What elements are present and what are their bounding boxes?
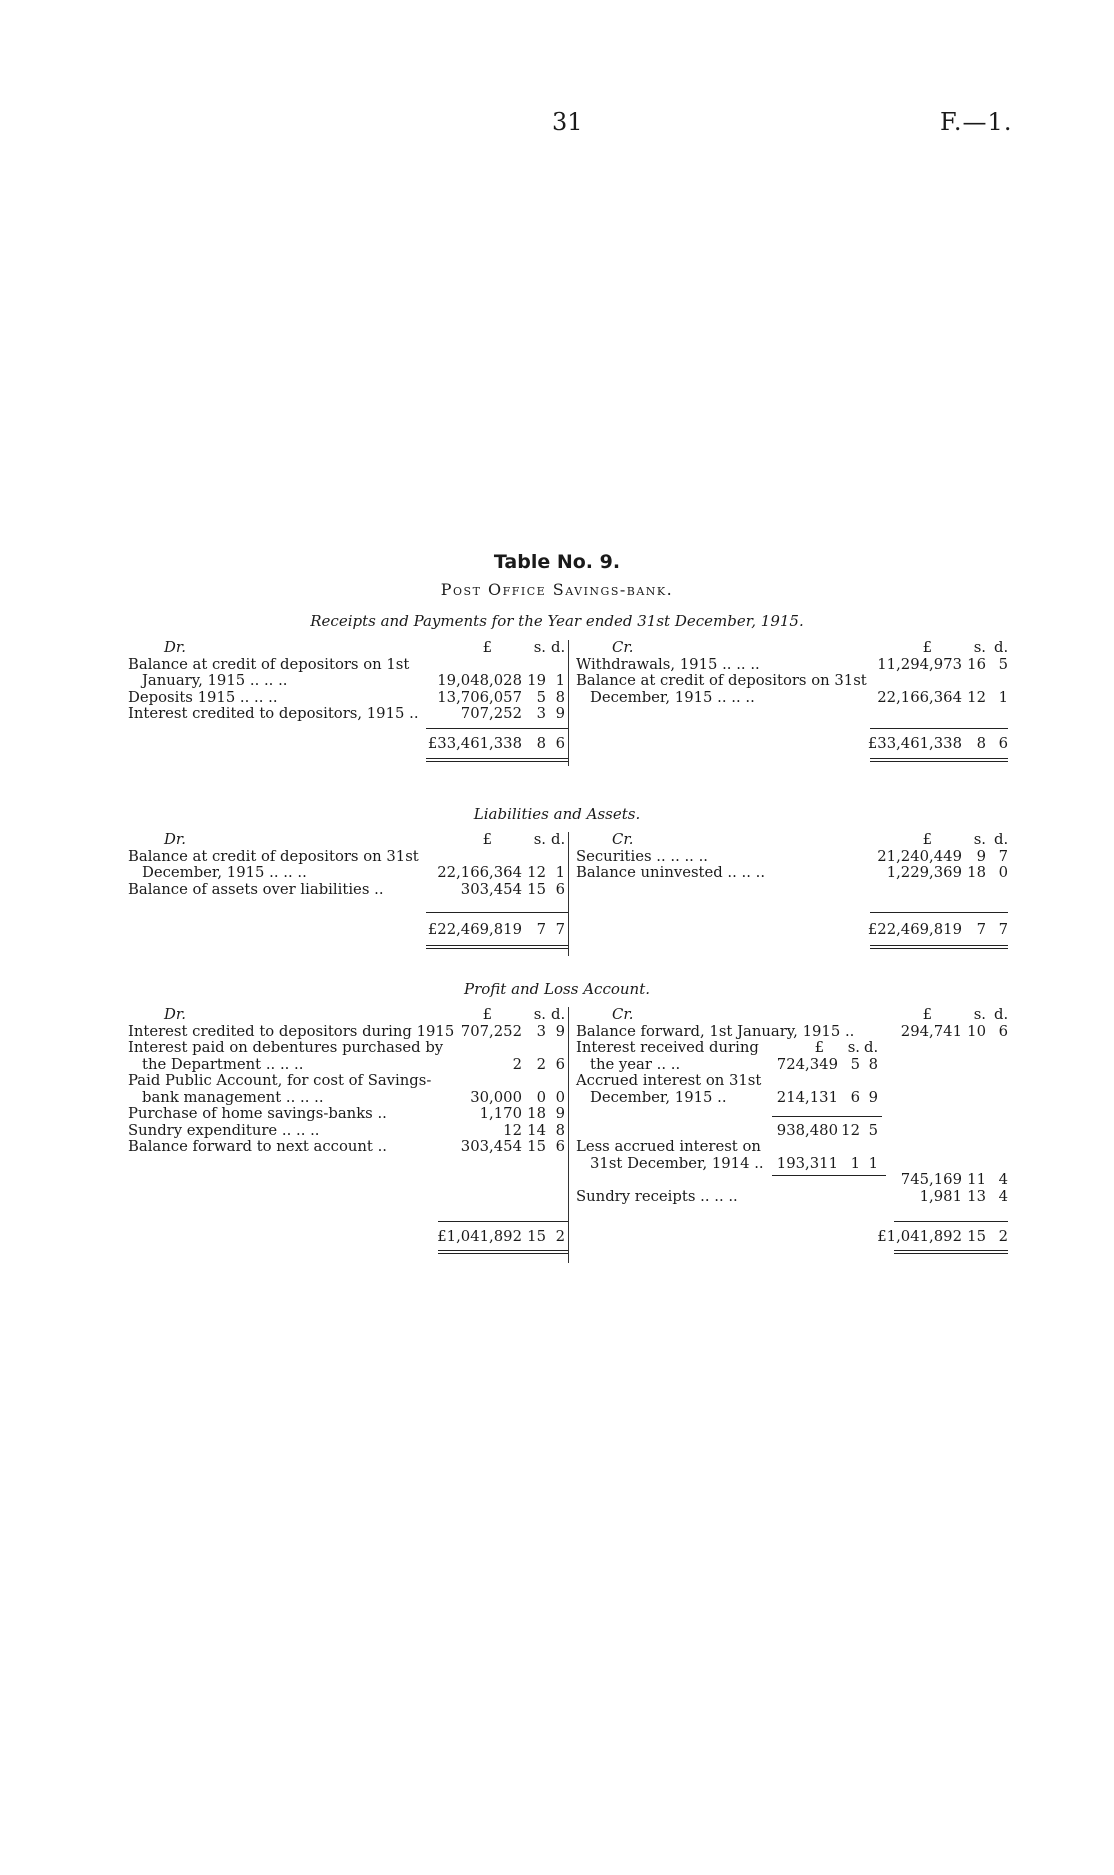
sub-pence-value: 1 bbox=[868, 1154, 878, 1172]
credit-total-shillings: 7 bbox=[976, 921, 986, 938]
credit-label: Cr. bbox=[612, 1006, 634, 1023]
shillings-value: 15 bbox=[527, 880, 546, 898]
debit-total-pounds: £1,041,892 bbox=[437, 1228, 522, 1245]
table-row bbox=[576, 849, 1008, 866]
row-label: the year .. .. bbox=[590, 1055, 681, 1073]
pence-header: d. bbox=[994, 1006, 1009, 1023]
shillings-header: s. bbox=[533, 1006, 546, 1023]
pounds-value: 13,706,057 bbox=[437, 688, 522, 706]
pence-value: 6 bbox=[555, 880, 565, 898]
shillings-header: s. bbox=[533, 831, 546, 848]
liabilities-heading: Liabilities and Assets. bbox=[473, 805, 641, 823]
table-row bbox=[576, 865, 1008, 882]
sub-shillings-value: 1 bbox=[850, 1154, 860, 1172]
sub-pounds-value: 193,311 bbox=[776, 1154, 838, 1172]
profit-loss-heading: Profit and Loss Account. bbox=[463, 980, 650, 998]
row-label: Balance uninvested .. .. .. bbox=[576, 864, 766, 881]
receipts-heading: Receipts and Payments for the Year ended 31st December, 1915. bbox=[310, 612, 804, 630]
sub-shillings-header: s. bbox=[847, 1039, 860, 1056]
table-row bbox=[128, 1073, 568, 1090]
sub-pounds-value: 724,349 bbox=[776, 1055, 838, 1073]
total-rule bbox=[870, 912, 1008, 913]
debit-total-pence: 6 bbox=[555, 735, 565, 752]
pounds-value: 1,229,369 bbox=[886, 864, 962, 881]
table-row bbox=[128, 1139, 568, 1156]
double-rule bbox=[870, 945, 1008, 949]
profit-loss-credit-side bbox=[576, 1006, 1009, 1245]
pounds-value: 2 bbox=[512, 1055, 522, 1073]
debit-header-row bbox=[128, 1007, 568, 1024]
sub-shillings-value: 5 bbox=[850, 1055, 860, 1073]
debit-label: Dr. bbox=[164, 639, 187, 656]
table-row bbox=[128, 1040, 568, 1057]
debit-total-shillings: 15 bbox=[527, 1228, 546, 1245]
row-label: Interest received during bbox=[576, 1039, 759, 1056]
table-row bbox=[576, 1106, 1008, 1123]
row-label: Balance at credit of depositors on 31st bbox=[576, 672, 867, 689]
pounds-value: 12 bbox=[503, 1121, 522, 1139]
pounds-header: £ bbox=[922, 639, 932, 656]
debit-total-pence: 7 bbox=[555, 921, 565, 938]
total-rule bbox=[426, 728, 568, 729]
shillings-value: 18 bbox=[967, 864, 986, 881]
credit-total-shillings: 15 bbox=[967, 1228, 986, 1245]
pence-value: 6 bbox=[555, 1055, 565, 1073]
pence-value: 6 bbox=[555, 1138, 565, 1155]
receipts-account bbox=[128, 640, 1008, 770]
credit-total-pounds: £22,469,819 bbox=[867, 921, 962, 938]
row-label: Balance at credit of depositors on 31st bbox=[128, 847, 419, 865]
shillings-value: 12 bbox=[527, 864, 546, 881]
shillings-value: 15 bbox=[527, 1138, 546, 1155]
pence-value: 0 bbox=[555, 1088, 565, 1106]
debit-total-shillings: 8 bbox=[536, 735, 546, 752]
pence-header: d. bbox=[994, 639, 1009, 656]
column-divider bbox=[568, 832, 569, 956]
credit-total-pounds: £1,041,892 bbox=[877, 1228, 962, 1245]
shillings-value: 2 bbox=[536, 1055, 546, 1073]
shillings-header: s. bbox=[533, 639, 546, 656]
pence-value: 5 bbox=[998, 655, 1008, 673]
pounds-header: £ bbox=[482, 639, 492, 656]
shillings-value: 3 bbox=[536, 1022, 546, 1040]
pence-value: 8 bbox=[555, 688, 565, 706]
table-row bbox=[576, 690, 1008, 707]
double-rule bbox=[870, 758, 1008, 762]
table-title: Table No. 9. bbox=[493, 551, 621, 573]
table-row bbox=[576, 1040, 1008, 1057]
table-row bbox=[128, 1123, 568, 1140]
sub-pence-value: 8 bbox=[868, 1055, 878, 1073]
debit-total-pounds: £22,469,819 bbox=[427, 921, 522, 938]
shillings-value: 16 bbox=[967, 655, 986, 673]
sub-pounds-header: £ bbox=[814, 1039, 824, 1056]
pounds-value: 11,294,973 bbox=[877, 655, 962, 673]
sub-pounds-value: 938,480 bbox=[776, 1121, 838, 1139]
table-row bbox=[128, 657, 568, 674]
table-row bbox=[576, 1189, 1008, 1206]
sub-shillings-value: 6 bbox=[850, 1088, 860, 1106]
debit-label: Dr. bbox=[164, 1006, 187, 1023]
debit-header-row bbox=[128, 640, 568, 657]
total-rule bbox=[894, 1221, 1008, 1222]
shillings-value: 14 bbox=[527, 1121, 546, 1139]
subtotal-rule bbox=[772, 1116, 882, 1117]
double-rule bbox=[426, 758, 568, 762]
row-label: December, 1915 .. .. .. bbox=[590, 688, 755, 706]
pounds-value: 745,169 bbox=[900, 1171, 962, 1188]
pounds-value: 21,240,449 bbox=[877, 847, 962, 865]
table-row bbox=[576, 1172, 1008, 1189]
table-row bbox=[576, 1123, 1008, 1140]
liabilities-debit-side bbox=[128, 831, 568, 938]
debit-header-row bbox=[128, 832, 568, 849]
sub-pence-value: 9 bbox=[868, 1088, 878, 1106]
pence-value: 9 bbox=[555, 1105, 565, 1122]
shillings-value: 19 bbox=[527, 672, 546, 689]
pounds-value: 1,981 bbox=[919, 1187, 962, 1205]
shillings-value: 11 bbox=[967, 1171, 986, 1188]
pence-header: d. bbox=[994, 831, 1009, 848]
double-rule bbox=[438, 1250, 568, 1254]
receipts-debit-side bbox=[128, 639, 568, 752]
pence-value: 9 bbox=[555, 1022, 565, 1040]
row-label: bank management .. .. .. bbox=[142, 1088, 324, 1106]
credit-total-pounds: £33,461,338 bbox=[867, 735, 962, 752]
table-row bbox=[576, 1090, 1008, 1107]
table-row bbox=[576, 657, 1008, 674]
shillings-value: 12 bbox=[967, 688, 986, 706]
pence-value: 8 bbox=[555, 1121, 565, 1139]
table-row bbox=[128, 1024, 568, 1041]
double-rule bbox=[894, 1250, 1008, 1254]
credit-header-row bbox=[576, 640, 1008, 657]
table-row bbox=[576, 1024, 1008, 1041]
debit-total-pounds: £33,461,338 bbox=[427, 735, 522, 752]
table-row bbox=[128, 1090, 568, 1107]
liabilities-account bbox=[128, 832, 1008, 962]
row-label: Interest credited to depositors, 1915 .. bbox=[128, 705, 419, 722]
pence-value: 7 bbox=[998, 847, 1008, 865]
table-row bbox=[576, 673, 1008, 690]
sub-shillings-value: 12 bbox=[841, 1121, 860, 1139]
pounds-value: 707,252 bbox=[460, 1022, 522, 1040]
table-subtitle: Post Office Savings-bank. bbox=[440, 580, 674, 599]
row-label: Sundry receipts .. .. .. bbox=[576, 1187, 738, 1205]
row-label: Purchase of home savings-banks .. bbox=[128, 1105, 387, 1122]
pence-header: d. bbox=[551, 831, 566, 848]
pence-value: 4 bbox=[998, 1171, 1008, 1188]
credit-total-pence: 6 bbox=[998, 735, 1008, 752]
row-label: Less accrued interest on bbox=[576, 1138, 761, 1155]
shillings-value: 9 bbox=[976, 847, 986, 865]
row-label: December, 1915 .. .. .. bbox=[142, 864, 307, 881]
pounds-value: 19,048,028 bbox=[437, 672, 522, 689]
shillings-value: 5 bbox=[536, 688, 546, 706]
credit-label: Cr. bbox=[612, 639, 634, 656]
document-reference: F.—1. bbox=[940, 108, 1013, 136]
debit-total-shillings: 7 bbox=[536, 921, 546, 938]
pounds-header: £ bbox=[482, 831, 492, 848]
pounds-value: 1,170 bbox=[479, 1105, 522, 1122]
total-rule bbox=[426, 912, 568, 913]
table-row bbox=[128, 865, 568, 882]
pounds-value: 30,000 bbox=[470, 1088, 522, 1106]
row-label: Balance forward, 1st January, 1915 .. bbox=[576, 1022, 855, 1040]
table-row bbox=[128, 1106, 568, 1123]
row-label: Sundry expenditure .. .. .. bbox=[128, 1121, 320, 1139]
table-row bbox=[128, 1057, 568, 1074]
table-row bbox=[576, 1057, 1008, 1074]
table-row bbox=[576, 1073, 1008, 1090]
credit-total-pence: 2 bbox=[998, 1228, 1008, 1245]
pounds-header: £ bbox=[922, 831, 932, 848]
pounds-header: £ bbox=[482, 1006, 492, 1023]
shillings-value: 3 bbox=[536, 705, 546, 722]
table-row bbox=[128, 690, 568, 707]
profit-loss-account bbox=[128, 1007, 1008, 1267]
row-label: Balance of assets over liabilities .. bbox=[128, 880, 384, 898]
sub-pounds-value: 214,131 bbox=[776, 1088, 838, 1106]
sub-pence-value: 5 bbox=[868, 1121, 878, 1139]
profit-loss-debit-side bbox=[128, 1006, 568, 1245]
row-label: Balance forward to next account .. bbox=[128, 1138, 387, 1155]
row-label: Withdrawals, 1915 .. .. .. bbox=[576, 655, 760, 673]
row-label: Balance at credit of depositors on 1st bbox=[128, 655, 410, 673]
pence-header: d. bbox=[551, 1006, 566, 1023]
table-row bbox=[128, 882, 568, 899]
pounds-header: £ bbox=[922, 1006, 932, 1023]
pounds-value: 294,741 bbox=[900, 1022, 962, 1040]
pence-header: d. bbox=[551, 639, 566, 656]
credit-header-row bbox=[576, 832, 1008, 849]
credit-label: Cr. bbox=[612, 831, 634, 848]
pence-value: 1 bbox=[555, 864, 565, 881]
credit-total-shillings: 8 bbox=[976, 735, 986, 752]
liabilities-credit-side bbox=[576, 831, 1009, 938]
total-rule bbox=[870, 728, 1008, 729]
pence-value: 4 bbox=[998, 1187, 1008, 1205]
shillings-header: s. bbox=[973, 1006, 986, 1023]
credit-total-pence: 7 bbox=[998, 921, 1008, 938]
shillings-value: 0 bbox=[536, 1088, 546, 1106]
table-row bbox=[128, 849, 568, 866]
row-label: January, 1915 .. .. .. bbox=[142, 672, 288, 689]
pounds-value: 22,166,364 bbox=[437, 864, 522, 881]
row-label: 31st December, 1914 .. bbox=[590, 1154, 764, 1172]
table-row bbox=[128, 706, 568, 723]
row-label: Deposits 1915 .. .. .. bbox=[128, 688, 278, 706]
shillings-value: 18 bbox=[527, 1105, 546, 1122]
shillings-header: s. bbox=[973, 639, 986, 656]
table-row bbox=[128, 673, 568, 690]
table-row bbox=[576, 1139, 1008, 1156]
pence-value: 1 bbox=[998, 688, 1008, 706]
shillings-header: s. bbox=[973, 831, 986, 848]
page-number: 31 bbox=[552, 108, 583, 136]
row-label: Interest paid on debentures purchased by bbox=[128, 1039, 444, 1056]
row-label: Accrued interest on 31st bbox=[576, 1072, 762, 1089]
pounds-value: 303,454 bbox=[460, 1138, 522, 1155]
debit-label: Dr. bbox=[164, 831, 187, 848]
column-divider bbox=[568, 640, 569, 766]
pounds-value: 707,252 bbox=[460, 705, 522, 722]
shillings-value: 10 bbox=[967, 1022, 986, 1040]
credit-header-row bbox=[576, 1007, 1008, 1024]
double-rule bbox=[426, 945, 568, 949]
sub-pence-header: d. bbox=[864, 1039, 879, 1056]
pounds-value: 22,166,364 bbox=[877, 688, 962, 706]
pence-value: 9 bbox=[555, 705, 565, 722]
pence-value: 0 bbox=[998, 864, 1008, 881]
debit-total-pence: 2 bbox=[555, 1228, 565, 1245]
pence-value: 6 bbox=[998, 1022, 1008, 1040]
total-rule bbox=[438, 1221, 568, 1222]
subtotal-rule bbox=[772, 1175, 886, 1176]
receipts-credit-side bbox=[576, 639, 1009, 752]
pounds-value: 303,454 bbox=[460, 880, 522, 898]
shillings-value: 13 bbox=[967, 1187, 986, 1205]
table-row bbox=[576, 1156, 1008, 1173]
column-divider bbox=[568, 1007, 569, 1263]
row-label: Securities .. .. .. .. bbox=[576, 847, 708, 865]
row-label: Paid Public Account, for cost of Savings- bbox=[128, 1072, 432, 1089]
pence-value: 1 bbox=[555, 672, 565, 689]
row-label: December, 1915 .. bbox=[590, 1088, 727, 1106]
row-label: the Department .. .. .. bbox=[142, 1055, 304, 1073]
row-label: Interest credited to depositors during 1915 bbox=[128, 1022, 455, 1040]
